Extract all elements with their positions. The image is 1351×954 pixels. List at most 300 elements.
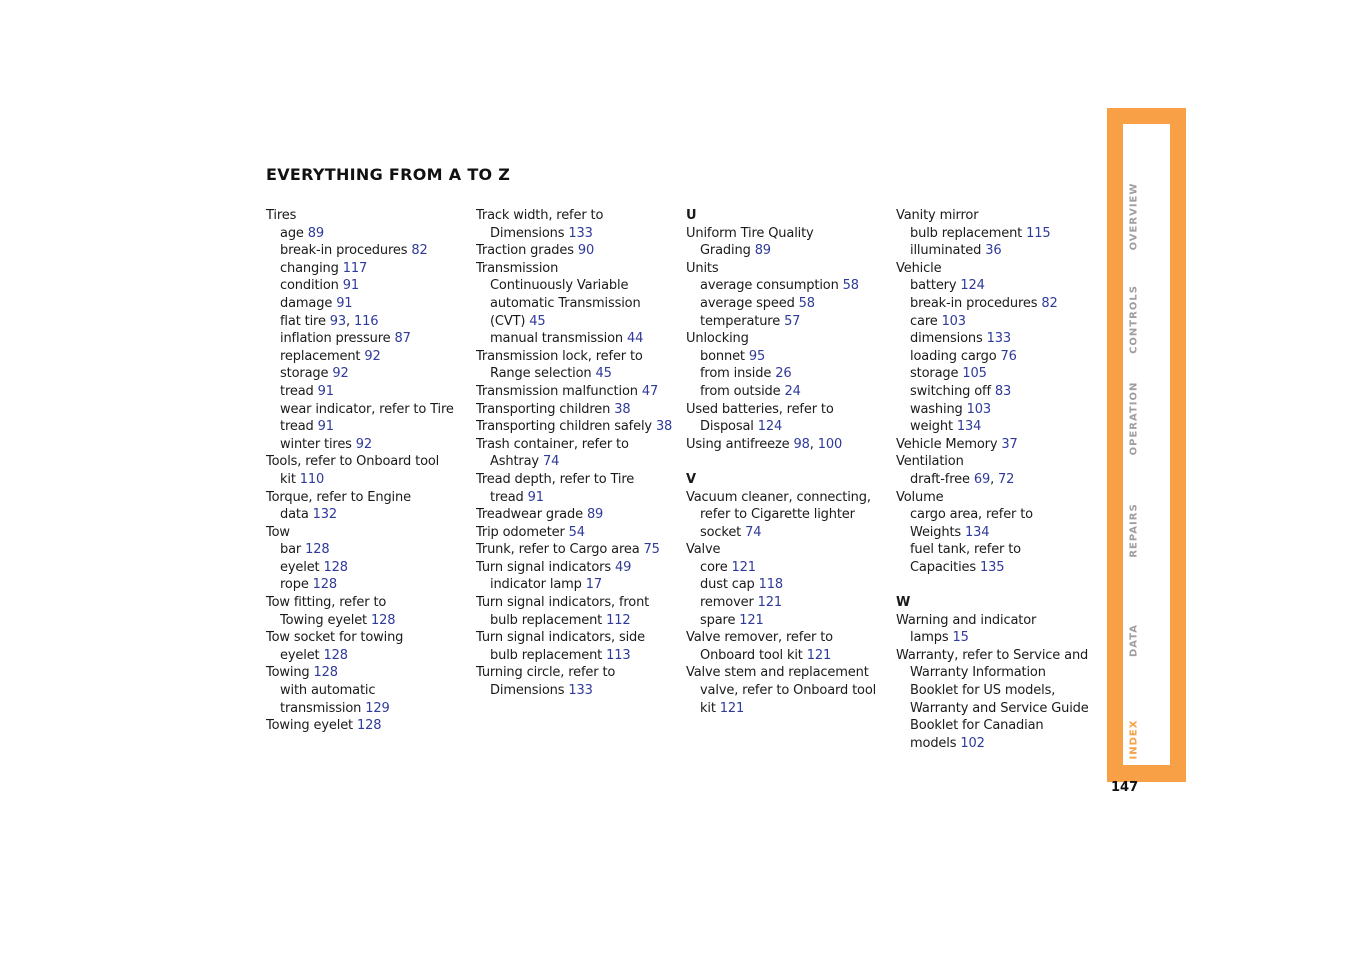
- entry-term: Treadwear grade: [476, 507, 583, 523]
- index-subentry: [686, 313, 886, 331]
- entry-term: Tires: [266, 208, 297, 223]
- page-reference-link[interactable]: 91: [317, 419, 334, 435]
- index-subentry: [686, 524, 886, 542]
- entry-term: bonnet: [700, 348, 745, 364]
- index-subentry: [476, 313, 676, 331]
- page-reference-link[interactable]: 128: [323, 559, 348, 575]
- page-reference-link[interactable]: 113: [606, 647, 631, 663]
- index-subentry: [896, 717, 1096, 735]
- entry-term: Continuously Variable: [490, 278, 629, 294]
- index-entry: [686, 401, 886, 419]
- entry-term: bar: [280, 542, 302, 558]
- index-subentry: [896, 277, 1096, 295]
- page-reference-link[interactable]: 74: [745, 524, 762, 540]
- entry-term: Uniform Tire Quality: [686, 225, 814, 241]
- page-reference-link[interactable]: 102: [960, 735, 985, 751]
- entry-term: washing: [910, 401, 963, 417]
- entry-term: data: [280, 507, 309, 523]
- page-reference-link[interactable]: 87: [394, 331, 411, 347]
- page-reference-link[interactable]: 89: [586, 507, 604, 523]
- entry-term: Torque, refer to Engine: [266, 489, 411, 505]
- index-subentry: [476, 295, 676, 313]
- index-subentry: [896, 559, 1096, 577]
- page-reference-link[interactable]: 49: [614, 559, 632, 575]
- index-subentry: [266, 647, 466, 665]
- index-entry: [266, 594, 466, 612]
- page-reference-link[interactable]: 121: [739, 612, 764, 628]
- entry-term: bulb replacement: [490, 612, 603, 628]
- page-reference-link[interactable]: 133: [568, 683, 593, 699]
- entry-term: damage: [280, 295, 333, 311]
- entry-term: Towing: [266, 665, 310, 681]
- index-subentry: [896, 629, 1096, 647]
- entry-term: Tread depth, refer to Tire: [476, 471, 635, 487]
- entry-term: Turn signal indicators, front: [476, 595, 650, 611]
- entry-term: Grading: [700, 243, 751, 259]
- index-subentry: [266, 576, 466, 594]
- page-reference-link[interactable]: 98: [793, 436, 810, 452]
- entry-term: spare: [700, 612, 736, 628]
- entry-term: Warranty and Service Guide: [910, 700, 1089, 716]
- index-entry: [266, 453, 466, 471]
- page-reference-link[interactable]: 90: [577, 243, 595, 259]
- index-subentry: [476, 330, 676, 348]
- index-entry: [686, 260, 886, 278]
- entry-term: Booklet for US models,: [910, 683, 1056, 699]
- entry-term: rope: [280, 577, 309, 593]
- page-reference-link[interactable]: 91: [317, 383, 334, 399]
- entry-term: automatic Transmission: [490, 295, 641, 311]
- page-reference-link[interactable]: 128: [305, 542, 330, 558]
- entry-term: Units: [686, 260, 719, 276]
- index-entry: [686, 330, 886, 348]
- entry-term: Transporting children safely: [476, 419, 652, 435]
- page-reference-link[interactable]: 26: [775, 366, 792, 382]
- index-subentry: [686, 277, 886, 295]
- page-reference-link[interactable]: 76: [1000, 348, 1017, 364]
- entry-term: Turn signal indicators, side: [476, 630, 645, 646]
- page-reference-link[interactable]: 72: [998, 471, 1015, 487]
- page-reference-link[interactable]: 89: [754, 243, 771, 259]
- index-subentry: [266, 612, 466, 630]
- page-reference-link[interactable]: 92: [355, 436, 373, 452]
- index-entry: [266, 629, 466, 647]
- index-subentry: [896, 700, 1096, 718]
- entry-term: lamps: [910, 630, 949, 646]
- index-entry: [686, 225, 886, 243]
- page-reference-link[interactable]: 38: [614, 401, 631, 417]
- entry-term: Vehicle Memory: [896, 436, 998, 452]
- index-subentry: [266, 260, 466, 278]
- index-entry: [686, 664, 886, 682]
- index-subentry: [896, 682, 1096, 700]
- entry-term: break-in procedures: [910, 295, 1038, 311]
- index-entry: [476, 559, 676, 577]
- entry-term: Weights: [910, 524, 962, 540]
- entry-term: Turning circle, refer to: [476, 665, 616, 681]
- page-separator: ,: [809, 436, 814, 452]
- entry-term: Transmission lock, refer to: [476, 348, 643, 364]
- page-reference-link[interactable]: 133: [986, 331, 1011, 347]
- entry-term: with automatic: [280, 683, 376, 699]
- index-entry: [266, 489, 466, 507]
- page-reference-link[interactable]: 15: [952, 630, 969, 646]
- entry-term: Volume: [896, 489, 944, 505]
- index-entry: [266, 717, 466, 735]
- index-subentry: [896, 541, 1096, 559]
- page-reference-link[interactable]: 133: [568, 225, 593, 241]
- page-reference-link[interactable]: 100: [817, 436, 843, 452]
- index-subentry: [266, 365, 466, 383]
- page-reference-link[interactable]: 128: [313, 665, 338, 681]
- spacer: [686, 453, 886, 471]
- index-subentry: [686, 612, 886, 630]
- index-entry: [476, 541, 676, 559]
- page-reference-link[interactable]: 17: [585, 577, 602, 593]
- entry-term: Valve remover, refer to: [686, 630, 833, 646]
- index-subentry: [896, 735, 1096, 753]
- entry-term: Disposal: [700, 419, 754, 435]
- entry-term: Trash container, refer to: [476, 436, 629, 452]
- entry-term: age: [280, 225, 304, 241]
- index-entry: [896, 260, 1096, 278]
- index-entry: [476, 401, 676, 419]
- index-subentry: [476, 612, 676, 630]
- index-entry: [476, 524, 676, 542]
- index-entry: [476, 506, 676, 524]
- entry-term: Towing eyelet: [280, 612, 367, 628]
- index-subentry: [896, 383, 1096, 401]
- page-reference-link[interactable]: 69: [973, 471, 991, 487]
- index-subentry: [686, 418, 886, 436]
- entry-term: Transmission malfunction: [476, 383, 638, 399]
- entry-term: eyelet: [280, 647, 320, 663]
- entry-term: winter tires: [280, 436, 352, 452]
- index-subentry: [896, 365, 1096, 383]
- page-reference-link[interactable]: 121: [719, 700, 745, 716]
- entry-term: changing: [280, 260, 339, 276]
- page-reference-link[interactable]: 134: [956, 419, 982, 435]
- page-reference-link[interactable]: 44: [627, 331, 644, 347]
- index-subentry: [266, 559, 466, 577]
- index-column-3: [686, 207, 886, 717]
- index-column-2: [476, 207, 676, 700]
- index-subentry: [266, 700, 466, 718]
- page-reference-link[interactable]: 47: [641, 383, 659, 399]
- entry-term: remover: [700, 595, 754, 611]
- page-reference-link[interactable]: 121: [731, 559, 756, 575]
- index-subentry: [686, 365, 886, 383]
- index-entry: [476, 594, 676, 612]
- entry-term: refer to Cigarette lighter: [700, 507, 855, 523]
- page-reference-link[interactable]: 91: [342, 278, 359, 294]
- index-column-4: [896, 207, 1096, 752]
- index-entry: [896, 453, 1096, 471]
- entry-term: replacement: [280, 348, 361, 364]
- index-subentry: [686, 348, 886, 366]
- page-reference-link[interactable]: 57: [784, 313, 801, 329]
- page-reference-link[interactable]: 135: [980, 559, 1005, 575]
- entry-term: from inside: [700, 366, 772, 382]
- entry-term: Warranty Information: [910, 665, 1046, 681]
- page-reference-link[interactable]: 117: [342, 260, 368, 276]
- index-entry: [686, 629, 886, 647]
- index-subentry: [476, 647, 676, 665]
- page-reference-link[interactable]: 118: [758, 577, 784, 593]
- index-subentry: [476, 489, 676, 507]
- index-subentry: [896, 664, 1096, 682]
- entry-term: Used batteries, refer to: [686, 401, 834, 417]
- index-entry: [476, 260, 676, 278]
- page-reference-link[interactable]: 124: [757, 419, 783, 435]
- index-entry: [476, 242, 676, 260]
- index-subentry: [266, 401, 466, 419]
- entry-term: draft-free: [910, 471, 970, 487]
- index-subentry: [896, 225, 1096, 243]
- index-entry: [476, 207, 676, 225]
- entry-term: inflation pressure: [280, 331, 391, 347]
- page-reference-link[interactable]: 36: [985, 243, 1002, 259]
- page-reference-link[interactable]: 110: [299, 471, 325, 487]
- page-reference-link[interactable]: 103: [966, 401, 992, 417]
- page-reference-link[interactable]: 91: [336, 295, 353, 311]
- index-entry: [476, 348, 676, 366]
- entry-term: Vehicle: [896, 260, 942, 276]
- entry-term: Transporting children: [476, 401, 611, 417]
- page-reference-link[interactable]: 121: [757, 595, 783, 611]
- index-subentry: [686, 700, 886, 718]
- index-subentry: [686, 295, 886, 313]
- index-subentry: [476, 225, 676, 243]
- index-subentry: [476, 365, 676, 383]
- page-reference-link[interactable]: 54: [568, 524, 585, 540]
- page-title: EVERYTHING FROM A TO Z: [266, 165, 511, 184]
- index-entry: [686, 541, 886, 559]
- index-subentry: [896, 401, 1096, 419]
- page-reference-link[interactable]: 38: [655, 419, 673, 435]
- entry-term: manual transmission: [490, 331, 624, 347]
- index-subentry: [266, 277, 466, 295]
- entry-term: break-in procedures: [280, 243, 408, 259]
- entry-term: Onboard tool kit: [700, 647, 803, 663]
- page-number: 147: [1111, 780, 1139, 795]
- page-reference-link[interactable]: 82: [1041, 295, 1058, 311]
- index-subentry: [266, 295, 466, 313]
- entry-term: Booklet for Canadian: [910, 718, 1044, 734]
- page-reference-link[interactable]: 115: [1026, 225, 1051, 241]
- entry-term: temperature: [700, 313, 781, 329]
- index-entry: [476, 471, 676, 489]
- page-reference-link[interactable]: 82: [411, 243, 428, 259]
- page-reference-link[interactable]: 24: [784, 383, 801, 399]
- entry-term: bulb replacement: [490, 647, 603, 663]
- entry-term: V: [686, 471, 696, 487]
- index-subentry: [476, 576, 676, 594]
- page-separator: ,: [346, 313, 351, 329]
- index-subentry: [896, 242, 1096, 260]
- entry-term: condition: [280, 278, 339, 294]
- page-reference-link[interactable]: 103: [941, 313, 966, 329]
- entry-term: Transmission: [476, 260, 559, 276]
- entry-term: models: [910, 735, 957, 751]
- page-reference-link[interactable]: 37: [1001, 436, 1018, 452]
- entry-term: Trunk, refer to Cargo area: [476, 542, 640, 558]
- page-reference-link[interactable]: 58: [842, 278, 859, 294]
- page-reference-link[interactable]: 75: [643, 542, 660, 558]
- page-reference-link[interactable]: 58: [798, 295, 815, 311]
- entry-term: eyelet: [280, 559, 320, 575]
- entry-term: U: [686, 208, 697, 223]
- page-reference-link[interactable]: 92: [364, 348, 381, 364]
- index-entry: [686, 436, 886, 454]
- entry-term: Using antifreeze: [686, 436, 790, 452]
- index-subentry: [266, 242, 466, 260]
- entry-term: fuel tank, refer to: [910, 542, 1021, 558]
- entry-term: Valve: [686, 542, 721, 558]
- entry-term: bulb replacement: [910, 225, 1023, 241]
- entry-term: Traction grades: [476, 243, 574, 259]
- index-entry: [896, 207, 1096, 225]
- page-reference-link[interactable]: 132: [312, 507, 338, 523]
- entry-term: cargo area, refer to: [910, 507, 1033, 523]
- index-entry: [476, 629, 676, 647]
- entry-term: weight: [910, 419, 953, 435]
- entry-term: average speed: [700, 295, 795, 311]
- page-reference-link[interactable]: 45: [595, 366, 612, 382]
- entry-term: tread: [280, 383, 314, 399]
- entry-term: storage: [910, 366, 959, 382]
- index-subentry: [266, 682, 466, 700]
- entry-term: (CVT): [490, 313, 526, 329]
- index-subentry: [896, 330, 1096, 348]
- page-reference-link[interactable]: 121: [806, 647, 832, 663]
- index-subentry: [896, 471, 1096, 489]
- index-subentry: [686, 506, 886, 524]
- index-entry: [896, 489, 1096, 507]
- entry-term: Valve stem and replacement: [686, 665, 869, 681]
- page-reference-link[interactable]: 91: [527, 489, 544, 505]
- page-reference-link[interactable]: 128: [356, 718, 382, 734]
- entry-term: socket: [700, 524, 742, 540]
- index-subentry: [686, 647, 886, 665]
- page-reference-link[interactable]: 105: [962, 366, 987, 382]
- index-entry: [266, 524, 466, 542]
- page-reference-link[interactable]: 89: [307, 225, 325, 241]
- page-reference-link[interactable]: 129: [365, 700, 390, 716]
- index-subentry: [476, 277, 676, 295]
- entry-term: Ventilation: [896, 454, 964, 470]
- page-separator: ,: [990, 471, 995, 487]
- entry-term: average consumption: [700, 278, 839, 294]
- index-subentry: [266, 506, 466, 524]
- index-subentry: [266, 541, 466, 559]
- entry-term: Towing eyelet: [266, 718, 353, 734]
- index-entry: [476, 418, 676, 436]
- entry-term: valve, refer to Onboard tool: [700, 683, 877, 699]
- entry-term: core: [700, 559, 728, 575]
- index-subentry: [266, 330, 466, 348]
- page-reference-link[interactable]: 134: [965, 524, 990, 540]
- page-reference-link[interactable]: 128: [323, 647, 348, 663]
- page-reference-link[interactable]: 45: [529, 313, 546, 329]
- page-reference-link[interactable]: 116: [354, 313, 379, 329]
- entry-term: dust cap: [700, 577, 755, 593]
- index-subentry: [896, 524, 1096, 542]
- index-entry: [896, 647, 1096, 665]
- page-reference-link[interactable]: 95: [748, 348, 766, 364]
- entry-term: Tow socket for towing: [266, 630, 404, 646]
- index-subentry: [686, 576, 886, 594]
- index-subentry: [266, 225, 466, 243]
- index-entry: [476, 664, 676, 682]
- entry-term: transmission: [280, 700, 362, 716]
- index-subentry: [266, 313, 466, 331]
- index-subentry: [266, 471, 466, 489]
- index-subentry: [896, 506, 1096, 524]
- spacer: [896, 576, 1096, 594]
- entry-term: W: [896, 595, 911, 611]
- entry-term: tread: [280, 419, 314, 435]
- entry-term: Turn signal indicators: [476, 559, 611, 575]
- index-subentry: [686, 682, 886, 700]
- entry-term: Dimensions: [490, 225, 565, 241]
- entry-term: from outside: [700, 383, 781, 399]
- page-reference-link[interactable]: 92: [332, 366, 349, 382]
- entry-term: Unlocking: [686, 331, 749, 347]
- page-reference-link[interactable]: 112: [606, 612, 631, 628]
- entry-term: kit: [280, 471, 296, 487]
- index-entry: [476, 383, 676, 401]
- entry-term: indicator lamp: [490, 577, 582, 593]
- page-reference-link[interactable]: 93: [329, 313, 347, 329]
- index-subentry: [686, 383, 886, 401]
- entry-term: Vacuum cleaner, connecting,: [686, 489, 871, 505]
- index-subentry: [476, 682, 676, 700]
- index-entry: [266, 207, 466, 225]
- index-subentry: [266, 348, 466, 366]
- entry-term: Ashtray: [490, 454, 539, 470]
- entry-term: Dimensions: [490, 683, 565, 699]
- page-reference-link[interactable]: 124: [960, 278, 985, 294]
- page-reference-link[interactable]: 128: [312, 577, 338, 593]
- letter-heading: [896, 594, 1096, 612]
- entry-term: Warning and indicator: [896, 612, 1037, 628]
- entry-term: dimensions: [910, 331, 983, 347]
- index-subentry: [896, 313, 1096, 331]
- letter-heading: [686, 207, 886, 225]
- entry-term: tread: [490, 489, 524, 505]
- entry-term: wear indicator, refer to Tire: [280, 401, 454, 417]
- entry-term: Capacities: [910, 559, 977, 575]
- page-reference-link[interactable]: 83: [994, 383, 1012, 399]
- index-subentry: [686, 559, 886, 577]
- entry-term: kit: [700, 700, 716, 716]
- index-subentry: [686, 242, 886, 260]
- entry-term: Tow: [266, 524, 290, 540]
- page-reference-link[interactable]: 74: [542, 454, 560, 470]
- index-entry: [686, 489, 886, 507]
- entry-term: battery: [910, 278, 957, 294]
- index-entry: [266, 664, 466, 682]
- index-subentry: [266, 418, 466, 436]
- index-subentry: [896, 348, 1096, 366]
- index-subentry: [896, 295, 1096, 313]
- index-entry: [476, 436, 676, 454]
- page-reference-link[interactable]: 128: [370, 612, 396, 628]
- entry-term: Vanity mirror: [896, 208, 979, 223]
- index-entry: [896, 436, 1096, 454]
- entry-term: illuminated: [910, 243, 982, 259]
